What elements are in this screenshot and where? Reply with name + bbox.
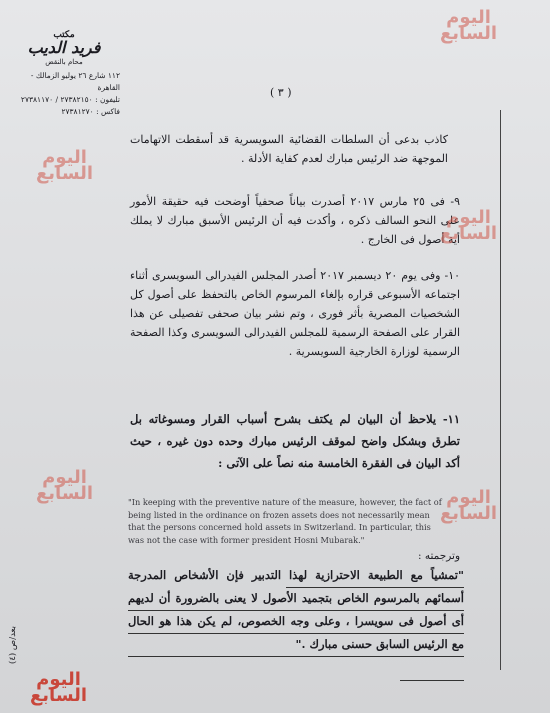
underline-2 [128,610,464,611]
page-continuation-note: بعد/ص (٤) [8,626,18,664]
office-label: مكتب [53,30,75,40]
watermark-logo: اليوم السابع [36,467,94,504]
english-quote: "In keeping with the preventive nature of the measure, however, the fact of being listed in the ordinance on frozen assets does not necessarily mean that the persons concerned hold assets in Switzerland. In particular, this was not the case with former president Hosni Mubarak." [128,497,442,545]
underline-3 [128,633,464,634]
watermark-logo: اليوم السابع [36,147,94,184]
phone-line: تليفون : ٢٧٣٨٢١٥٠ / ٢٧٣٨١١٧٠ [20,95,120,104]
watermark-logo: اليوم السابع [440,207,498,244]
watermark-logo: اليوم السابع [440,487,498,524]
margin-rule [500,110,501,670]
underline-4 [128,656,464,657]
address-line: ١١٢ شارع ٢٦ يوليو الزمالك - القاهرة [30,71,120,92]
watermark-logo: اليوم السابع [440,7,498,44]
paragraph-10: ١٠- وفى يوم ٢٠ ديسمبر ٢٠١٧ أصدر المجلس الفيدرالى السويسرى أثناء اجتماعه الأسبوعى قراره بإلغاء المرسوم الخاص بالتحفظ على أصول كل الشخصيات المصرية بأثر فورى ، وتم نشر بيان صحفى تفصيلى عن هذا القرار على الصفحة الرسمية للمجلس الفيدرالى السويسرى وكذا الصفحة الرسمية لوزارة الخارجية السويسرية . [130,269,461,358]
page-number: ( ٣ ) [270,86,292,99]
translation-label: وترجمته : [418,550,461,562]
fax-line: فاكس : ٢٧٣٨١٢٧٠ [61,107,120,116]
office-subtitle: محام بالنقض [45,58,83,66]
paragraph-intro: كاذب بدعى أن السلطات القضائية السويسرية قد أسقطت الاتهامات الموجهة ضد الرئيس مبارك لعدم كفاية الأدلة . [130,133,448,165]
underline-5 [400,680,464,681]
paragraph-11: ١١- يلاحظ أن البيان لم يكتف بشرح أسباب القرار ومسوغاته بل تطرق وبشكل واضح لموقف الرئيس مبارك وحده دون غيره ، حيث أكد البيان فى الفقرة الخامسة منه نصاً على الآتى : [130,412,460,470]
watermark-logo-bottom: اليوم السابع [30,669,88,706]
paragraph-9: ٩- فى ٢٥ مارس ٢٠١٧ أصدرت بياناً صحفياً أوضحت فيه حقيقة الأمور على النحو السالف ذكره ، وأكدت فيه أن الرئيس الأسبق مبارك لا يملك أية أصول فى الخارج . [130,195,460,246]
arabic-translation: "تمشياً مع الطبيعة الاحترازية لهذا التدبير فإن الأشخاص المدرجة أسمائهم بالمرسوم الخاص بتجميد الأصول لا يعنى بالضرورة أن لديهم أى أصول فى سويسرا ، وعلى وجه الخصوص، لم يكن هذا هو الحال مع الرئيس السابق حسنى مبارك ." [128,568,464,651]
office-name: فريد الديب [27,38,101,57]
underline-1 [286,587,464,588]
letterhead [8,30,120,118]
